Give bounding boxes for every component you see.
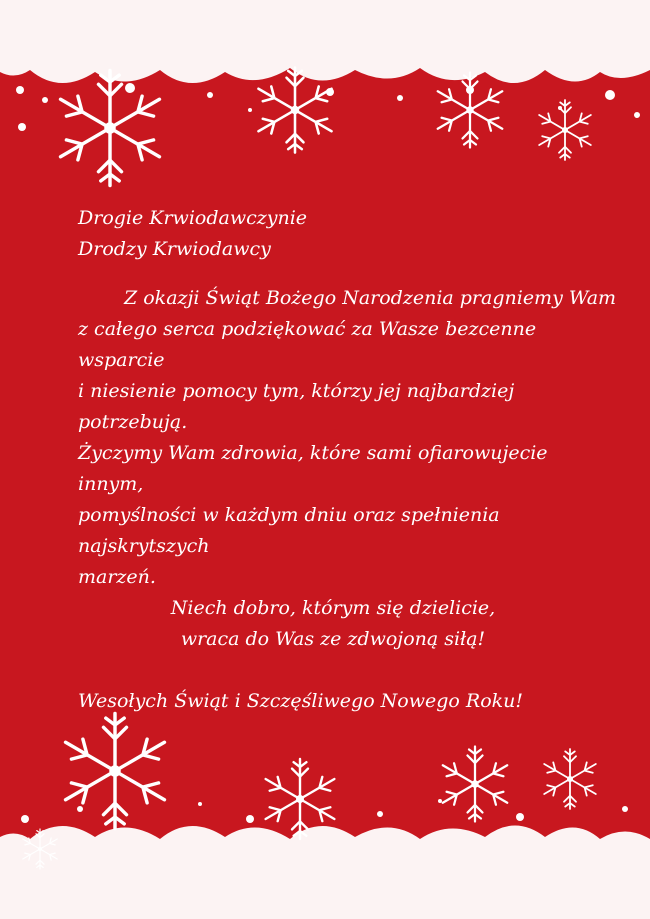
- frost-border-bottom: [0, 689, 650, 919]
- closing-line: Wesołych Świąt i Szczęśliwego Nowego Roku!: [78, 690, 524, 712]
- greeting-line-2: Drodzy Krwiodawcy: [78, 238, 271, 260]
- body-line: z całego serca podziękować za Wasze bezcenne wsparcie: [78, 318, 537, 371]
- letter-text: [78, 203, 618, 717]
- frost-border-top: [0, 0, 650, 200]
- wish-line-1: Niech dobro, którym się dzielicie,: [170, 597, 496, 619]
- body-line: marzeń.: [78, 566, 156, 588]
- body-line: Z okazji Świąt Bożego Narodzenia pragniemy Wam: [124, 287, 617, 309]
- greeting-line-1: Drogie Krwiodawczynie: [78, 207, 308, 229]
- body-line: pomyślności w każdym dniu oraz spełnienia najskrytszych: [78, 504, 500, 557]
- body-line: Życzymy Wam zdrowia, które sami ofiarowujecie innym,: [78, 442, 548, 495]
- body-line: i niesienie pomocy tym, którzy jej najbardziej potrzebują.: [78, 380, 515, 433]
- wish-line-2: wraca do Was ze zdwojoną siłą!: [180, 628, 486, 650]
- body-paragraph: [78, 283, 618, 593]
